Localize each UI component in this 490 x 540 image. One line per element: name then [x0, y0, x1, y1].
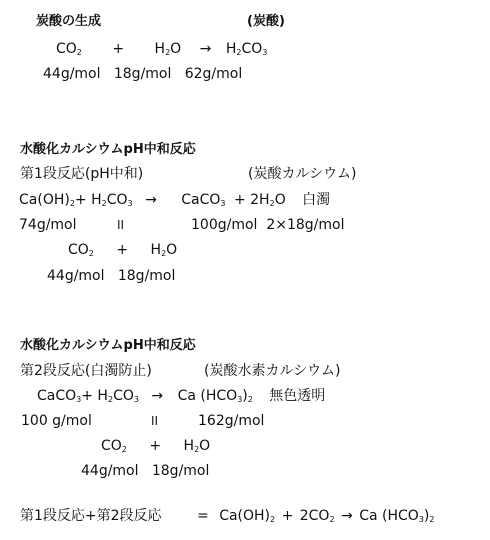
- section3-equation-2: $CO_2 + H_2O$: [101, 438, 211, 454]
- section3-equals-mark: II: [151, 414, 159, 428]
- section3-mass-right: 162g/mol: [198, 413, 265, 429]
- summary-equation: = $Ca(OH)_2 + 2CO_2 \to Ca$ $(HCO_3)_2$: [197, 508, 435, 524]
- section2-subtitle-right: (炭酸カルシウム): [248, 166, 357, 182]
- section1-title: 炭酸の生成: [36, 14, 102, 29]
- section3-subtitle: 第2段反応(白濁防止): [20, 363, 152, 379]
- section3-masses-2: 44g/mol 18g/mol: [81, 463, 210, 479]
- section3-equation-1: CaCO$_3$+ $H_2CO_3 \to Ca$ $(HCO_3)_2$ 無色透明: [37, 388, 326, 404]
- section3-title: 水酸化カルシウムpH中和反応: [20, 338, 196, 353]
- section2-mass-right: 100g/mol 2×18g/mol: [191, 217, 345, 233]
- section2-title: 水酸化カルシウムpH中和反応: [20, 142, 196, 157]
- section2-subtitle: 第1段反応(pH中和): [20, 166, 144, 182]
- section1-equation: $CO_2 + H_2O \to H_2CO_3$: [56, 41, 268, 57]
- section3-subtitle-right: (炭酸水素カルシウム): [204, 363, 341, 379]
- section2-equation-1: $Ca(OH)_2+ H_2CO_3$ → CaCO$_3$ + $2H_2O$ 白濁: [19, 192, 331, 208]
- section1-masses: 44g/mol 18g/mol 62g/mol: [43, 66, 243, 82]
- section2-equation-2: $CO_2 + H_2O$: [68, 242, 178, 258]
- summary-label: 第1段反応+第2段反応: [20, 508, 162, 524]
- section3-mass-left: 100 g/mol: [21, 413, 92, 429]
- section2-equals-mark: II: [117, 218, 125, 232]
- section1-title-right: (炭酸): [247, 14, 285, 29]
- section2-mass-left: 74g/mol: [19, 217, 77, 233]
- section2-masses-2: 44g/mol 18g/mol: [47, 268, 176, 284]
